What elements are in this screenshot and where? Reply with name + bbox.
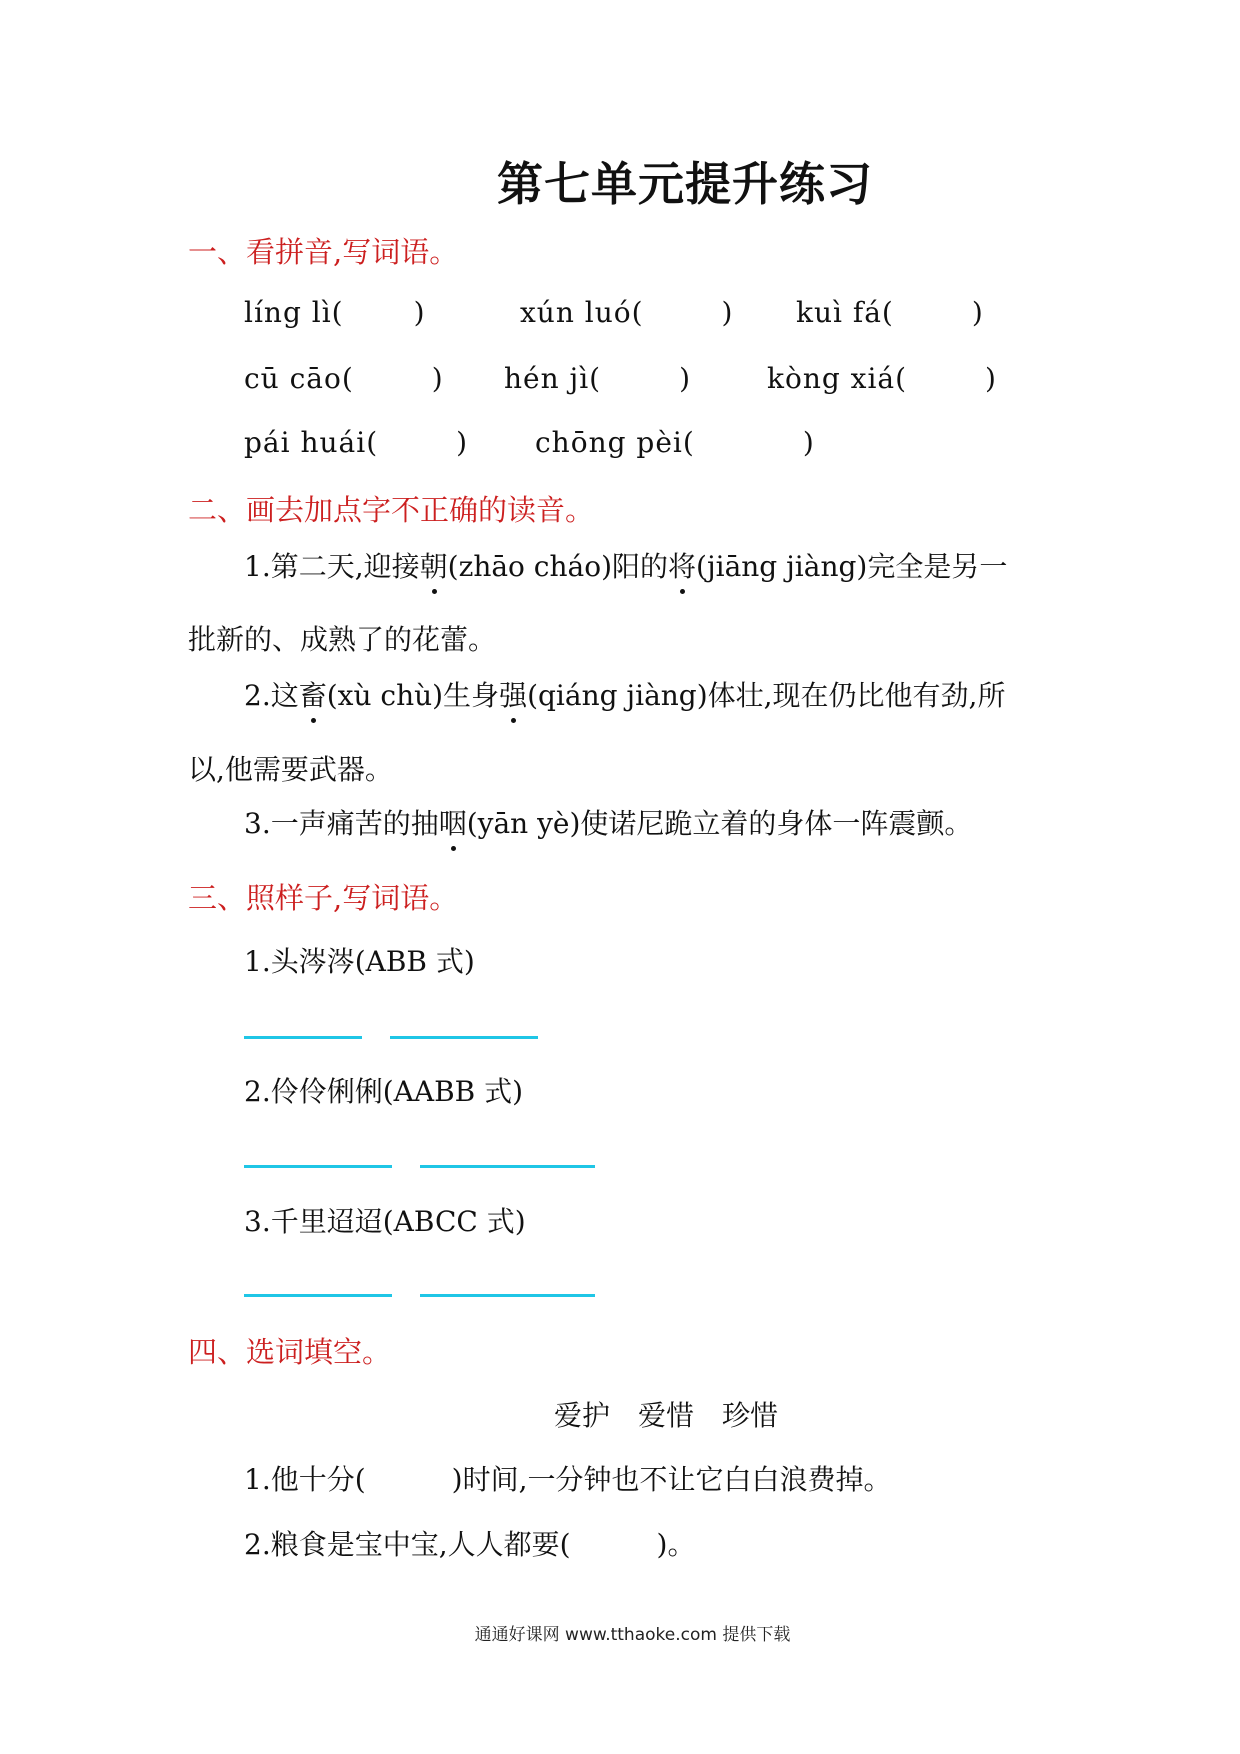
question-3-1: 1.头涔涔(ABB 式) [244,945,475,978]
question-4-1: 1.他十分( )时间,一分钟也不让它白白浪费掉。 [244,1463,892,1496]
section-3-heading: 三、照样子,写词语。 [188,881,459,915]
pinyin-item: xún luó( ) [520,296,734,329]
question-2-2-cont: 以,他需要武器。 [188,753,393,786]
answer-line[interactable] [244,1165,392,1168]
question-3-2: 2.伶伶俐俐(AABB 式) [244,1075,524,1108]
question-2-2: 2.这畜(xù chù)生身强(qiáng jiàng)体壮,现在仍比他有劲,所 [244,674,1005,714]
section-4-heading: 四、选词填空。 [188,1335,392,1369]
answer-line[interactable] [390,1036,538,1039]
pinyin-item: kòng xiá( ) [767,362,997,395]
question-4-2: 2.粮食是宝中宝,人人都要( )。 [244,1528,696,1561]
section-1-heading: 一、看拼音,写词语。 [188,235,459,269]
answer-line[interactable] [420,1165,595,1168]
question-3-3: 3.千里迢迢(ABCC 式) [244,1205,526,1238]
choice-word: 爱护 [554,1399,611,1432]
pinyin-item: kuì fá( ) [796,296,984,329]
choice-word: 珍惜 [722,1399,779,1432]
pinyin-item: pái huái( ) [244,426,469,459]
choice-word: 爱惜 [638,1399,695,1432]
page-title: 第七单元提升练习 [497,157,873,211]
pinyin-item: hén jì( ) [504,362,692,395]
question-2-1: 1.第二天,迎接朝(zhāo cháo)阳的将(jiāng jiàng)完全是另一 [244,545,1007,585]
pinyin-item: chōng pèi( ) [535,426,815,459]
footer: 通通好课网 www.tthaoke.com 提供下载 [474,1625,791,1645]
question-2-3: 3.一声痛苦的抽咽(yān yè)使诺尼跪立着的身体一阵震颤。 [244,802,972,842]
answer-line[interactable] [420,1294,595,1297]
answer-line[interactable] [244,1036,362,1039]
pinyin-item: líng lì( ) [244,296,426,329]
answer-line[interactable] [244,1294,392,1297]
pinyin-item: cū cāo( ) [244,362,444,395]
word-choices [540,1394,792,1434]
question-2-1-cont: 批新的、成熟了的花蕾。 [188,623,497,656]
section-2-heading: 二、画去加点字不正确的读音。 [188,493,595,527]
